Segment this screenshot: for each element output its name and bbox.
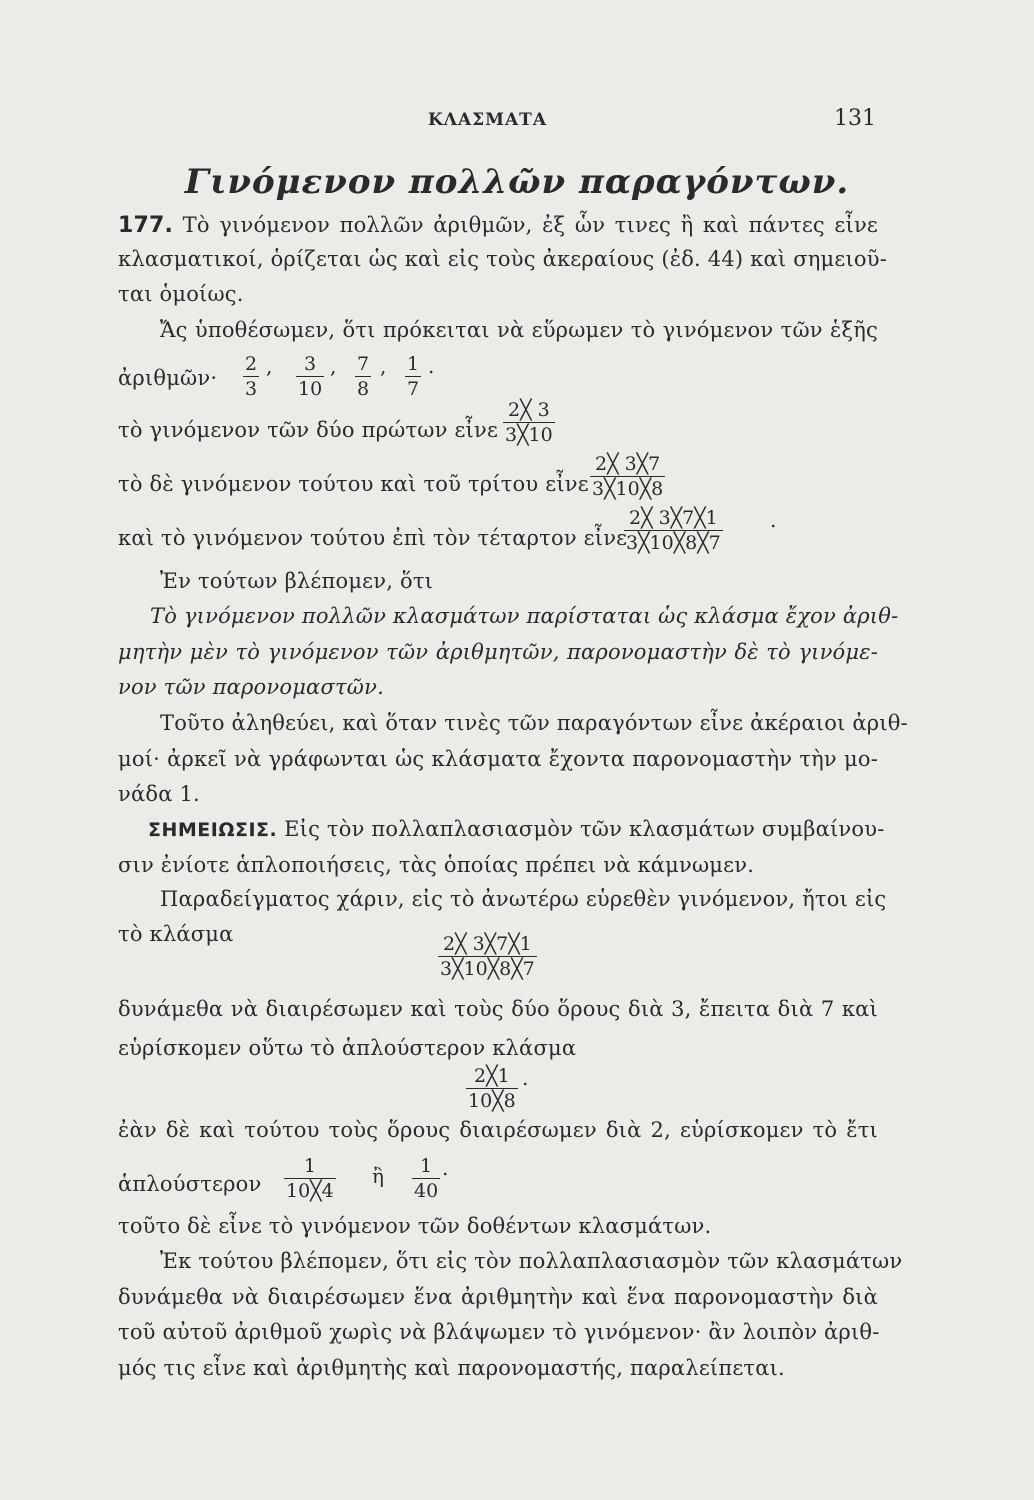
period: . <box>522 1066 529 1090</box>
section-title: Γινόμενον πολλῶν παραγόντων. <box>184 162 850 202</box>
paragraph-line: ἀριθμῶν· <box>118 366 218 390</box>
comma: , <box>266 354 273 378</box>
paragraph-line: 177. Τὸ γινόμενον πολλῶν ἀριθμῶν, ἐξ ὧν τινες ἢ καὶ πάντες εἶνε <box>118 213 878 238</box>
fraction: $\frac{2}{3}$ <box>245 353 258 400</box>
paragraph-line: μός τις εἶνε καὶ ἀριθμητὴς καὶ παρονομαστής, παραλείπεται. <box>118 1356 785 1380</box>
paragraph-line: τοῦτο δὲ εἶνε τὸ γινόμενον τῶν δοθέντων κλασμάτων. <box>118 1214 712 1238</box>
paragraph-line: σιν ἐνίοτε ἁπλοποιήσεις, τὰς ὁποίας πρέπει νὰ κάμνωμεν. <box>118 853 755 877</box>
period: . <box>770 508 777 532</box>
rule-line: μητὴν μὲν τὸ γινόμενον τῶν ἀριθμητῶν, παρονομαστὴν δὲ τὸ γινόμε- <box>118 640 878 664</box>
note-label: ΣΗΜΕΙΩΣΙΣ. <box>148 819 278 841</box>
fraction-product: $\frac{2╳1}{10╳8}$ <box>468 1065 516 1112</box>
comma: , <box>330 354 337 378</box>
paragraph-line: Τοῦτο ἀληθεύει, καὶ ὅταν τινὲς τῶν παραγόντων εἶνε ἀκέραιοι ἀριθ- <box>160 711 908 735</box>
fraction-product: $\frac{2╳ 3╳7╳1}{3╳10╳8╳7}$ <box>440 933 535 980</box>
paragraph-line: Ἐν τούτων βλέπομεν, ὅτι <box>160 569 434 593</box>
paragraph-line: δυνάμεθα νὰ διαιρέσωμεν καὶ τοὺς δύο ὅρους διὰ 3, ἔπειτα διὰ 7 καὶ <box>118 997 878 1021</box>
comma: , <box>380 354 387 378</box>
paragraph-line: ΣΗΜΕΙΩΣΙΣ. Εἰς τὸν πολλαπλασιασμὸν τῶν κλασμάτων συμβαίνου- <box>148 817 885 841</box>
fraction-product: $\frac{2╳ 3}{3╳10}$ <box>505 399 553 446</box>
paragraph-line: δυνάμεθα νὰ διαιρέσωμεν ἕνα ἀριθμητὴν καὶ ἕνα παρονομαστὴν διὰ <box>118 1285 878 1309</box>
paragraph-line: Παραδείγματος χάριν, εἰς τὸ ἀνωτέρω εὑρεθὲν γινόμενον, ἤτοι εἰς <box>160 887 887 911</box>
paragraph-line: ἁπλούστερον <box>118 1172 262 1196</box>
paragraph-line: μοί· ἀρκεῖ νὰ γράφωνται ὡς κλάσματα ἔχοντα παρονομαστὴν τὴν μο- <box>118 747 878 771</box>
rule-line: νον τῶν παρονομαστῶν. <box>118 675 384 699</box>
running-head: ΚΛΑΣΜΑΤΑ <box>428 110 548 130</box>
rule-line: Τὸ γινόμενον πολλῶν κλασμάτων παρίσταται ὡς κλάσμα ἔχον ἀριθ- <box>150 604 899 628</box>
fraction: $\frac{1}{7}$ <box>407 353 420 400</box>
paragraph-line: κλασματικοί, ὁρίζεται ὡς καὶ εἰς τοὺς ἀκεραίους (ἐδ. 44) καὶ σημειοῦ- <box>118 247 887 271</box>
paragraph-line: Ἄς ὑποθέσωμεν, ὅτι πρόκειται νὰ εὕρωμεν τὸ γινόμενον τῶν ἑξῆς <box>160 318 878 342</box>
paragraph-line: τὸ κλάσμα <box>118 922 234 946</box>
period: . <box>442 1156 449 1180</box>
paragraph-line: καὶ τὸ γινόμενον τούτου ἐπὶ τὸν τέταρτον εἶνε <box>118 526 628 550</box>
paragraph-line: εὑρίσκομεν οὕτω τὸ ἁπλούστερον κλάσμα <box>118 1036 577 1060</box>
paragraph-line: τὸ δὲ γινόμενον τούτου καὶ τοῦ τρίτου εἶνε <box>118 472 589 496</box>
fraction: $\frac{1}{10╳4}$ <box>286 1155 334 1202</box>
paragraph-line: Ἐκ τούτου βλέπομεν, ὅτι εἰς τὸν πολλαπλασιασμὸν τῶν κλασμάτων <box>160 1249 903 1273</box>
paragraph-line: τὸ γινόμενον τῶν δύο πρώτων εἶνε <box>118 418 499 442</box>
fraction: $\frac{1}{40}$ <box>414 1155 439 1202</box>
fraction-product: $\frac{2╳ 3╳7}{3╳10╳8}$ <box>592 453 664 500</box>
fraction: $\frac{3}{10}$ <box>298 353 323 400</box>
paragraph-line: ἐὰν δὲ καὶ τούτου τοὺς ὅρους διαιρέσωμεν διὰ 2, εὑρίσκομεν τὸ ἔτι <box>118 1118 878 1142</box>
paragraph-line: ται ὁμοίως. <box>118 282 244 306</box>
section-number: 177. <box>118 213 174 238</box>
fraction-product: $\frac{2╳ 3╳7╳1}{3╳10╳8╳7}$ <box>626 507 721 554</box>
page-number: 131 <box>834 106 876 131</box>
word-or: ἢ <box>372 1164 384 1188</box>
fraction: $\frac{7}{8}$ <box>357 353 370 400</box>
period: . <box>428 354 435 378</box>
paragraph-line: τοῦ αὐτοῦ ἀριθμοῦ χωρὶς νὰ βλάψωμεν τὸ γινόμενον· ἂν λοιπὸν ἀριθ- <box>118 1320 880 1344</box>
paragraph-line: νάδα 1. <box>118 782 200 806</box>
